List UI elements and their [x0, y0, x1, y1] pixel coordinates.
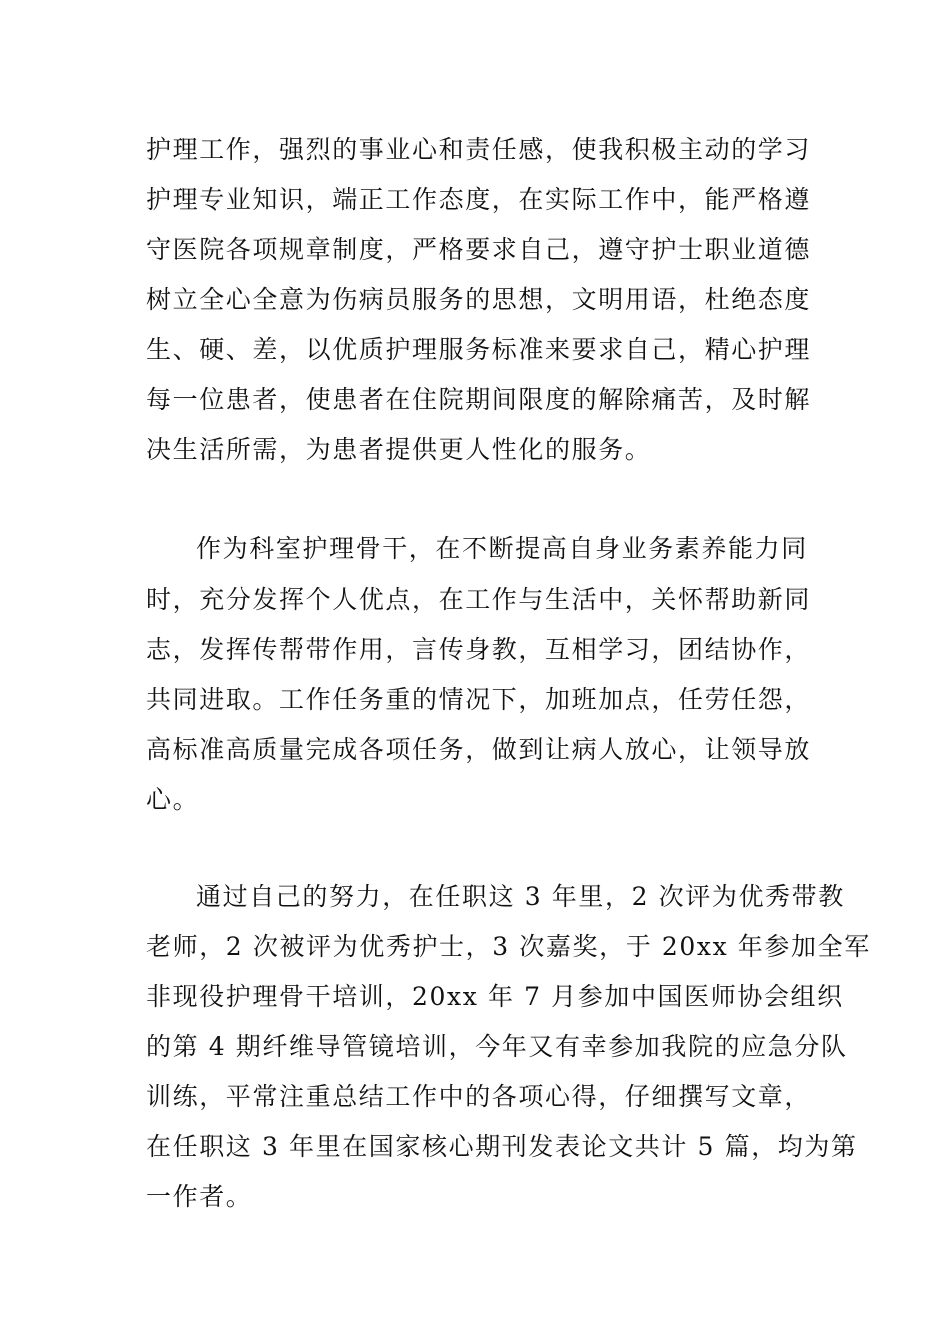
text-line: 志，发挥传帮带作用，言传身教，互相学习，团结协作， — [146, 635, 812, 664]
text-line: 高标准高质量完成各项任务，做到让病人放心，让领导放 — [146, 735, 812, 764]
text-line: 老师，2 次被评为优秀护士，3 次嘉奖，于 20xx 年参加全军 — [146, 932, 871, 961]
text-line: 在任职这 3 年里在国家核心期刊发表论文共计 5 篇，均为第 — [146, 1132, 858, 1161]
text-line: 每一位患者，使患者在住院期间限度的解除痛苦，及时解 — [146, 385, 812, 414]
text-line: 护理工作，强烈的事业心和责任感，使我积极主动的学习 — [146, 135, 812, 164]
text-line: 时，充分发挥个人优点，在工作与生活中，关怀帮助新同 — [146, 585, 812, 614]
text-line: 通过自己的努力，在任职这 3 年里，2 次评为优秀带教 — [196, 882, 845, 911]
text-line: 训练，平常注重总结工作中的各项心得，仔细撰写文章， — [146, 1082, 812, 1111]
text-line: 共同进取。工作任务重的情况下，加班加点，任劳任怨， — [146, 685, 812, 714]
text-line: 护理专业知识，端正工作态度，在实际工作中，能严格遵 — [146, 185, 812, 214]
text-line: 的第 4 期纤维导管镜培训，今年又有幸参加我院的应急分队 — [146, 1032, 848, 1061]
text-line: 非现役护理骨干培训，20xx 年 7 月参加中国医师协会组织 — [146, 982, 844, 1011]
text-line: 守医院各项规章制度，严格要求自己，遵守护士职业道德 — [146, 235, 812, 264]
text-line: 心。 — [146, 785, 200, 814]
text-line: 作为科室护理骨干，在不断提高自身业务素养能力同 — [196, 534, 808, 563]
text-line: 生、硬、差，以优质护理服务标准来要求自己，精心护理 — [146, 335, 812, 364]
text-line: 一作者。 — [146, 1182, 253, 1211]
text-line: 决生活所需，为患者提供更人性化的服务。 — [146, 435, 652, 464]
text-line: 树立全心全意为伤病员服务的思想，文明用语，杜绝态度 — [146, 285, 812, 314]
